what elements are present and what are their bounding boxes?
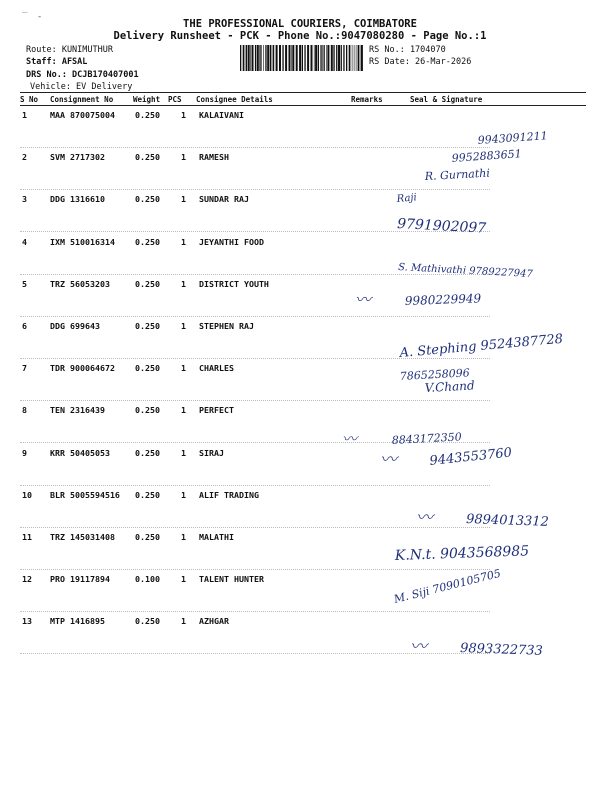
col-header-remarks: Remarks (351, 95, 383, 104)
row-separator (20, 485, 490, 486)
cell-weight: 0.250 (135, 278, 160, 289)
table-row (0, 363, 600, 405)
cell-consignee: RAMESH (199, 152, 229, 163)
handwritten-note: 9980229949 (404, 291, 482, 308)
handwritten-note: 9443553760 (428, 445, 513, 469)
table-row (0, 110, 600, 152)
cell-consignment: KRR 50405053 (50, 447, 110, 458)
cell-pcs: 1 (181, 616, 186, 627)
table-row (0, 616, 600, 658)
cell-pcs: 1 (181, 194, 186, 205)
handwritten-note: K.N.t. 9043568985 (394, 543, 530, 564)
col-header-consignee: Consignee Details (196, 95, 273, 104)
handwritten-note: 9791902097 (396, 216, 487, 237)
signature-scribble: 〰 (410, 637, 427, 657)
cell-weight: 0.250 (135, 110, 160, 120)
table-row (0, 574, 600, 616)
col-header-pcs: PCS (168, 95, 182, 104)
cell-consignee: STEPHEN RAJ (199, 321, 254, 331)
cell-pcs: 1 (181, 363, 186, 374)
row-separator (20, 274, 490, 275)
signature-scribble: 〰 (342, 430, 358, 448)
rs-date: RS Date: 26-Mar-2026 (369, 57, 472, 67)
signature-scribble: 〰 (355, 290, 372, 309)
table-row (0, 237, 600, 279)
cell-weight: 0.250 (135, 489, 160, 500)
barcode-image (240, 45, 364, 71)
cell-consignee: ALIF TRADING (199, 489, 259, 500)
rs-number: RS No.: 1704070 (369, 45, 446, 55)
runsheet-subtitle: Delivery Runsheet - PCK - Phone No.:9047080280 - Page No.:1 (113, 30, 487, 42)
cell-consignee: KALAIVANI (199, 110, 244, 120)
cell-weight: 0.250 (135, 447, 160, 458)
cell-weight: 0.250 (135, 194, 160, 205)
cell-consignment: DDG 699643 (50, 321, 100, 331)
handwritten-note: M. Siji 7090105705 (392, 566, 503, 606)
table-row (0, 152, 600, 194)
col-header-sno: S No (20, 95, 39, 104)
cell-sno: 5 (22, 278, 27, 289)
row-separator (20, 442, 490, 443)
handwritten-note: 9893322733 (459, 641, 544, 659)
handwritten-note: S. Mathivathi 9789227947 (397, 262, 534, 281)
row-separator (20, 527, 490, 528)
cell-sno: 9 (22, 447, 27, 458)
row-separator (20, 653, 490, 654)
cell-weight: 0.250 (135, 363, 160, 374)
cell-consignment: SVM 2717302 (50, 152, 105, 163)
cell-pcs: 1 (181, 321, 186, 331)
cell-consignee: SUNDAR RAJ (199, 194, 249, 205)
cell-pcs: 1 (181, 236, 186, 247)
cell-consignee: MALATHI (199, 532, 234, 542)
cell-consignment: TDR 900064672 (50, 363, 115, 374)
cell-consignment: TEN 2316439 (50, 405, 105, 416)
cell-sno: 4 (22, 236, 27, 247)
cell-consignment: DDG 1316610 (50, 194, 105, 205)
cell-pcs: 1 (181, 574, 186, 585)
cell-sno: 8 (22, 405, 27, 416)
drs-label: DRS No.: DCJB170407001 (26, 70, 139, 80)
row-separator (20, 189, 490, 190)
cell-consignment: TRZ 56053203 (50, 278, 110, 289)
cell-pcs: 1 (181, 447, 186, 458)
cell-sno: 11 (22, 532, 32, 542)
cell-weight: 0.250 (135, 236, 160, 247)
signature-scribble: 〰 (416, 508, 433, 528)
cell-pcs: 1 (181, 405, 186, 416)
cell-sno: 6 (22, 321, 27, 331)
table-row (0, 194, 600, 236)
cell-pcs: 1 (181, 110, 186, 120)
col-header-weight: Weight (133, 95, 161, 104)
handwritten-note: V.Chand (424, 378, 475, 395)
table-row (0, 405, 600, 447)
cell-weight: 0.100 (135, 574, 160, 585)
cell-consignment: MAA 870075004 (50, 110, 115, 120)
cell-weight: 0.250 (135, 405, 160, 416)
row-separator (20, 358, 490, 359)
cell-pcs: 1 (181, 278, 186, 289)
staff-label: Staff: AFSAL (26, 57, 88, 67)
cell-consignment: IXM 510016314 (50, 236, 115, 247)
handwritten-note: 9952883651 (451, 147, 523, 165)
vehicle-label: Vehicle: EV Delivery (30, 82, 133, 92)
cell-sno: 12 (22, 574, 32, 585)
cell-weight: 0.250 (135, 616, 160, 627)
table-row (0, 490, 600, 532)
cell-pcs: 1 (181, 489, 186, 500)
handwritten-note: R. Gurnathi (424, 166, 491, 183)
cell-consignee: SIRAJ (199, 447, 224, 458)
cell-consignee: AZHGAR (199, 616, 229, 627)
cell-weight: 0.250 (135, 532, 160, 542)
table-row (0, 279, 600, 321)
cell-consignee: PERFECT (199, 405, 234, 416)
signature-scribble: 〰 (380, 450, 397, 470)
cell-sno: 2 (22, 152, 27, 163)
handwritten-note: 9894013312 (465, 512, 550, 530)
handwritten-note: A. Stephing 9524387728 (399, 331, 564, 361)
header-bottom-rule (20, 105, 586, 106)
handwritten-note: Raji (396, 192, 418, 205)
route-label: Route: KUNIMUTHUR (26, 45, 113, 55)
cell-consignee: DISTRICT YOUTH (199, 278, 269, 289)
cell-consignee: TALENT HUNTER (199, 574, 264, 585)
cell-sno: 7 (22, 363, 27, 374)
row-separator (20, 569, 490, 570)
table-row (0, 448, 600, 490)
cell-sno: 1 (22, 110, 27, 120)
cell-sno: 10 (22, 489, 32, 500)
cell-consignment: TRZ 145031408 (50, 532, 115, 542)
col-header-seal: Seal & Signature (410, 95, 483, 104)
table-row (0, 532, 600, 574)
table-row (0, 321, 600, 363)
company-title: THE PROFESSIONAL COURIERS, COIMBATORE (183, 18, 417, 30)
row-separator (20, 611, 490, 612)
handwritten-note: 9943091211 (477, 129, 549, 147)
row-separator (20, 231, 490, 232)
header-top-rule (20, 92, 586, 93)
handwritten-note: 8843172350 (391, 430, 463, 447)
cell-weight: 0.250 (135, 152, 160, 163)
col-header-consignment: Consignment No (50, 95, 114, 104)
row-separator (20, 147, 490, 148)
cell-pcs: 1 (181, 532, 186, 542)
cell-pcs: 1 (181, 152, 186, 163)
row-separator (20, 400, 490, 401)
cell-consignee: CHARLES (199, 363, 234, 374)
cell-consignment: BLR 5005594516 (50, 489, 120, 500)
row-separator (20, 316, 490, 317)
cell-sno: 3 (22, 194, 27, 205)
cell-consignment: PRO 19117894 (50, 574, 110, 585)
cell-weight: 0.250 (135, 321, 160, 331)
cell-sno: 13 (22, 616, 32, 627)
cell-consignment: MTP 1416895 (50, 616, 105, 627)
handwritten-note: 7865258096 (399, 366, 471, 383)
cell-consignee: JEYANTHI FOOD (199, 236, 264, 247)
scan-corner-mark: ‾ - (22, 12, 45, 22)
